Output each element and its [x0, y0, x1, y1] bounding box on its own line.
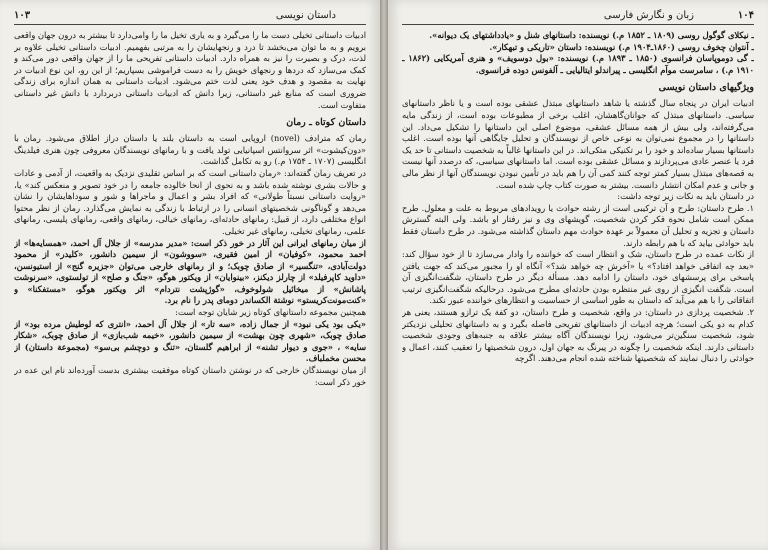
paragraph: همچنین مجموعه داستانهای کوتاه زیر شایان توجه است: — [175, 307, 366, 318]
bold-paragraph: از میان رمانهای ایرانی این آثار در خور ذکر است: «مدیر مدرسه» از جلال آل احمد، «همسایه‌ها» از احمد محمود، «کوفیان» از امین فقیری، «سووشون» از سیمین دانشور، «کلیدر» از محمود دولت‌آبادی، «تنگسیر» از صادق چوبک؛ و از رمانهای خارجی می‌توان «جزیره گنج» از استیونسن، «داوید کاپرفیلد» از چارلز دیکنز، «بینوایان» از ویکتور هوگو، «جنگ و صلح» از تولستوی، «سرنوشت پاشانش» از میخائیل شولوخوف، «گوژپشت نتردام» اثر ویکتور هوگو، «مستفکنا» و «کنت‌مونت‌کریستو» نوشتة الکساندر دومای پدر را نام برد. — [14, 237, 366, 306]
right-page-body — [402, 30, 754, 544]
paragraph: رمان که مترادف (novel) اروپایی است به داستان بلند یا داستان دراز اطلاق می‌شود. رمان با «دون‌کیشوت» اثر سروانتس اسپانیایی تولد یافت و با رمانهای نویسندگان معروفی چون هنری فیلدینگ انگلیسی (۱۷۰۷ ـ ۱۷۵۴ م.) رو به تکامل گذاشت. — [14, 133, 366, 167]
left-page-body — [14, 30, 366, 544]
list-item: ـ گی دوموپاسان فرانسوی (۱۸۵۰ ـ ۱۸۹۳ م.) نویسنده: «بول دوسویف» و هنری آمریکایی (۱۸۶۲ ـ ۱۹۱۰ م.) ، سامرست موآم انگلیسی ـ پیراندلو ایتالیایی ـ آلفونس دوده فرانسوی. — [402, 53, 754, 75]
bold-paragraph: «یکی بود یکی نبود» از جمال زاده، «سه تار» از جلال آل احمد، «انتری که لوطیش مرده بود» از صادق چوبک، «شهری چون بهشت» از سیمین دانشور، «خیمه شب‌بازی» از صادق چوبک، «شکار سایه» ، «جوی و دیوار تشنه» از ابراهیم گلستان، «تنگ و دوچشم بی‌سو» (مجموعة داستان) از محسن مخملباف. — [14, 318, 366, 364]
left-running-title: داستان نویسی — [275, 10, 336, 21]
paragraph: در داستان باید به نکات زیر توجه داشت: — [617, 191, 754, 202]
right-page — [388, 0, 768, 550]
list-item: ـ آنتوان چخوف روسی (۱۸۶۰ـ۱۹۰۴ م.) نویسنده: داستان «تاریکی و تبهکار». — [489, 41, 754, 52]
list-item: ـ نیکلای گوگول روسی (۱۸۰۹ ـ ۱۸۵۲ م.) نویسنده: داستانهای شنل و «یادداشتهای یک دیوانه». — [429, 30, 754, 40]
book-gutter — [380, 0, 388, 550]
paragraph: ادبیات ایران در پنجاه سال گذشته یا شاهد داستانهای مبتذل عشقی بوده است و یا ناظر داستانهای سیاسی. داستانهای مبتذل که جوانان‌گاهشان، اغلب برخی از مطبوعات بوده است، از زندگی مایه می‌گرفته‌اند، ولی بیش از همه مسائل عشقی، موضوع اصلی این داستانها را تشکیل می‌داد. این داستانها را در مجموع نمی‌توان به نوعی خاص از نویسندگان و تحلیل جایگاهی آنها بوده است. اغلب داستانها بسیار ساده‌اند و خود را بر تکنیکی متکی‌اند. در این داستانها غالباً به شخصیت داستانی تا حد یک فرد یا عنصر عادی می‌پردازند و مسائل عشقی بوده است. اما داستانهای سیاسی، که درصدد آنها نیست به قصه‌های مبتذل بسیار کمتر توجه کنند کمی آن را هم باید در تأمین نبودن نویسندگان آنها از نظر مالی و جانی و عدم امکان انتشار دانست. بیشتر به صورت کتاب چاپ شده است. — [402, 98, 754, 190]
section-heading: ویژگیهای داستان نویسی — [658, 82, 754, 94]
paragraph: ۱. طرح داستان: طرح و آن ترکیبی است از رشته حوادث یا رویدادهای مربوط به علت و معلول. طرح ممکن است شامل نحوة فکر کردن شخصیت، گویشهای وی و نیز رفتار او باشد. ولی البته گسترش داستان و تجزیه و تحلیل آن معمولاً بر عهدة حوادث مهم داستان گذاشته می‌شود. در طرح داستان فقط باید حوادثی بیاید که با هم رابطه دارند. — [402, 202, 754, 248]
left-page-number: ۱۰۳ — [14, 10, 31, 21]
right-running-title: زبان و نگارش فارسی — [603, 10, 694, 21]
paragraph: از نکات عمده در طرح داستان، شک و انتظار است که خواننده را وادار می‌سازد تا از خود سؤال کند: «بعد چه اتفاقی خواهد افتاد؟» یا «آخرش چه خواهد شد؟» آنگاه او را مجبور می‌کند که جهت یافتن پاسخی برای پرسشهای خود، داستان را ادامه دهد. مسألة دیگر در طرح داستان، شگفت‌انگیزی آن است. شگفت انگیزی از روی غیر منتظره بودن حادثه‌ای مطرح می‌شود. درحالیکه شگفت‌انگیزی ترتیب اتفاقاتی را با هم می‌آید که داستان به طور اساسی از حساسیت و انتظارهای خواننده عبور نکند. — [402, 249, 754, 306]
left-page-header — [14, 8, 366, 25]
right-page-number: ۱۰۴ — [737, 10, 754, 21]
paragraph: از میان نویسندگان خارجی که در نوشتن داستان کوتاه موفقیت بیشتری بدست آورده‌اند نام این عده در خور ذکر است: — [14, 365, 366, 387]
section-heading: داستان کوتاه ـ رمان — [286, 117, 366, 129]
left-page — [0, 0, 380, 550]
paragraph: ۲. شخصیت پردازی در داستان: در واقع، شخصیت و طرح داستان، دو کفة یک ترازو هستند، یعنی هر کدام به دو یکی است؛ هرچه ادبیات از داستانهای تفریحی فاصله بگیرد و به داستانهای تحلیلی نزدیکتر شود، شخصیت سنگین‌تر می‌شود، زیرا نویسندگان آگاه بیشتر علاقه به جنبه‌های وجودی شخصیت داستانی دارند. اینکه شخصیت را چگونه در پیرنگ به جهان اول، درون شخصیتها را تعقیب کنند، اعمال و حوادثی را دنبال نمایند که شخصیتها شناخته شده انجام می‌دهند. اگرچه — [402, 307, 754, 364]
right-page-header — [402, 8, 754, 25]
paragraph: در تعریف رمان گفته‌اند: «رمان داستانی است که بر اساس تقلیدی نزدیک به واقعیت، از آدمی و عادات و حالات بشری نوشته شده باشد و به نحوی از انحا خالوده جامعه را در خود تصویر و منعکس کند» یا، «روایت داستانی نسبتاً طولانی» که افراد بشر و اعمال و ماجراها و شور و سوداهایشان را نشان می‌دهد و گوناگونی شخصیتهای انسانی را در ارتباط با زندگی به نمایش می‌گذارد. رمان از نظر محتوا انواع مختلفی دارد، از قبیل: رمانهای حادثه‌ای، رمانهای خیالی، رمانهای واقعی، رمانهای پلیسی، رمانهای علمی، رمانهای تخیلی، رمانهای غیر تخیلی. — [14, 167, 366, 236]
paragraph: ادبیات داستانی تخیلی دست ما را می‌گیرد و به یاری تخیل ما را وامی‌دارد تا بیشتر به درون جهان واقعی برویم و به ما توان می‌بخشد تا درد و رنجهایشان را به مرتبی بفهمیم. ادبیات داستانی تخیلی علاوه بر لذت، درک و بصیرت را نیز به همراه دارد. ادبیات داستانی تفریحی ما را از جهان واقعی دور می‌کند و کمک می‌سازد که دردها و رنجهای خویش را به دست فراموشی بسپاریم؛ از این رو، این نوع ادبیات در نهایت به مقصود و هدف خود یعنی لذت ختم می‌شود. ادبیات داستانی به همان اندازه برای زندگی ضروری است که منابع غیر داستانی، زیرا دانش که ادبیات داستانی دربردارد با دانش غیر داستانی متفاوت است. — [14, 30, 366, 110]
